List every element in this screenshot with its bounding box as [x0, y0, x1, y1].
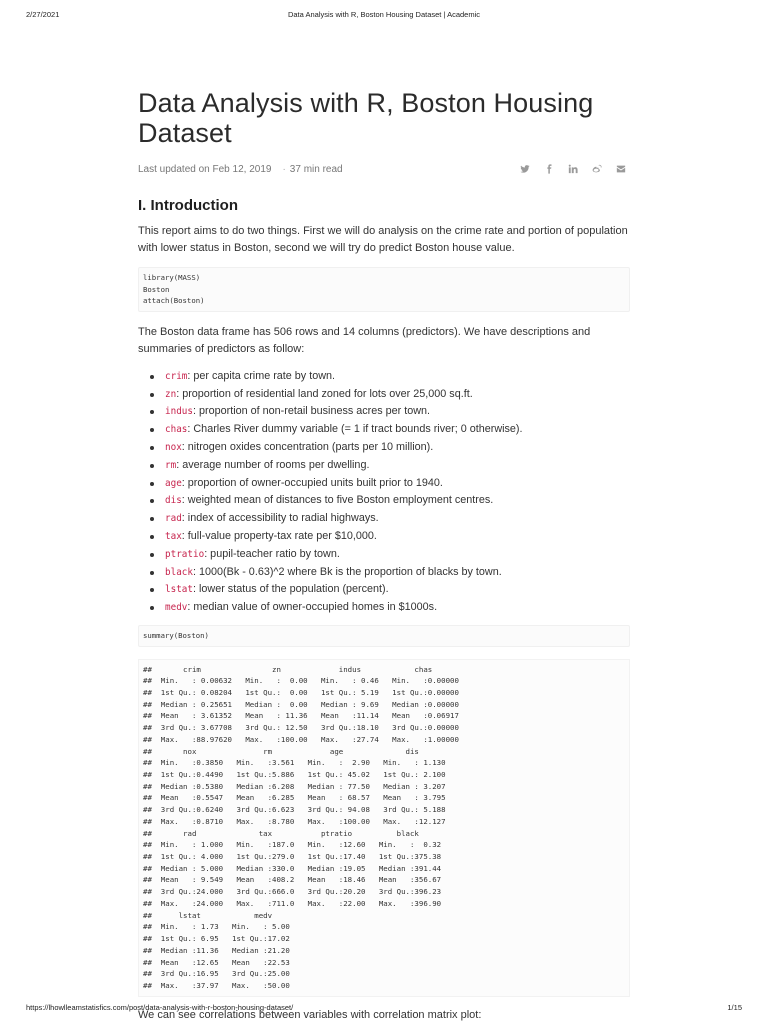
read-time: 37 min read [289, 164, 343, 175]
section-heading-introduction: I. Introduction [138, 197, 238, 214]
article-meta [138, 164, 630, 180]
list-item [150, 386, 630, 404]
print-url: https://lhowlleamstatisfics.com/post/data-analysis-with-r-boston-housing-dataset/ [26, 1003, 294, 1012]
print-header [26, 10, 742, 22]
predictor-desc: : proportion of residential land zoned for lots over 25,000 sq.ft. [176, 387, 473, 400]
predictor-code: zn [165, 388, 177, 400]
list-item [150, 528, 630, 546]
predictor-desc: : average number of rooms per dwelling. [176, 458, 370, 471]
print-page-title: Data Analysis with R, Boston Housing Dataset | Academic [287, 10, 481, 19]
predictor-code: lstat [165, 584, 193, 596]
predictor-code: crim [165, 370, 188, 382]
list-item [150, 564, 630, 582]
predictor-code: ptratio [165, 548, 205, 560]
linkedin-icon[interactable] [568, 164, 578, 174]
predictor-desc: : median value of owner-occupied homes in $1000s. [187, 601, 438, 614]
facebook-icon[interactable] [544, 164, 554, 174]
predictor-code: medv [165, 602, 188, 614]
list-item [150, 492, 630, 510]
meta-separator: · [282, 164, 286, 175]
list-item [150, 403, 630, 421]
predictor-code: rad [165, 513, 182, 525]
predictor-code: rm [165, 459, 177, 471]
list-item [150, 421, 630, 439]
predictor-list [138, 368, 630, 617]
print-footer [26, 1003, 742, 1015]
predictor-code: nox [165, 441, 182, 453]
predictor-desc: : weighted mean of distances to five Boston employment centres. [181, 494, 494, 507]
correlation-intro: We can see correlations between variables with correlation matrix plot: [138, 1008, 482, 1021]
list-item [150, 599, 630, 617]
summary-output: ## crim zn indus chas ## Min. : 0.00632 Min. : 0.00 Min. : 0.46 Min. :0.00000 ## 1st Qu.: 0.08204 1st Qu.: 0.00 1st Qu.: 5.19 1st Qu.:0.00000 ## Median : 0.25651 Median : 0.00 Median : 9.69 Median :0.00000 ## Mean : 3.61352 Mean : 11.36 Mean :11.14 Mean :0.06917 ## 3rd Qu.: 3.67708 3rd Qu.: 12.50 3rd Qu.:18.10 3rd Qu.:0.00000 ## Max. :88.97620 Max. :100.00 Max. :27.74 Max. :1.00000 ## nox rm age dis ## Min. :0.3850 Min. :3.561 Min. : 2.90 Min. : 1.130 ## 1st Qu.:0.4490 1st Qu.:5.886 1st Qu.: 45.02 1st Qu.: 2.100 ## Median :0.5380 Median :6.208 Median : 77.50 Median : 3.207 ## Mean :0.5547 Mean :6.285 Mean : 68.57 Mean : 3.795 ## 3rd Qu.:0.6240 3rd Qu.:6.623 3rd Qu.: 94.08 3rd Qu.: 5.188 ## Max. :0.8710 Max. :8.780 Max. :100.00 Max. :12.127 ## rad tax ptratio black ## Min. : 1.000 Min. :187.0 Min. :12.60 Min. : 0.32 ## 1st Qu.: 4.000 1st Qu.:279.0 1st Qu.:17.40 1st Qu.:375.38 ## Median : 5.000 Median :330.0 Median :19.05 Median :391.44 ## Mean : 9.549 Mean :408.2 Mean :18.46 Mean :356.67 ## 3rd Qu.:24.000 3rd Qu.:666.0 3rd Qu.:20.20 3rd Qu.:396.23 ## Max. :24.000 Max. :711.0 Max. :22.00 Max. :396.90 ## lstat medv ## Min. : 1.73 Min. : 5.00 ## 1st Qu.: 6.95 1st Qu.:17.02 ## Median :11.36 Median :21.20 ## Mean :12.65 Mean :22.53 ## 3rd Qu.:16.95 3rd Qu.:25.00 ## Max. :37.97 Max. :50.00 [138, 659, 630, 997]
list-item [150, 581, 630, 599]
intro-paragraph: This report aims to do two things. First we will do analysis on the crime rate and portion of population with lower status in Boston, second we will try do predict Boston house value. [138, 225, 628, 254]
code-block-summary-call: summary(Boston) [138, 625, 630, 647]
predictor-code: dis [165, 495, 182, 507]
predictor-code: chas [165, 424, 188, 436]
last-updated: Last updated on Feb 12, 2019 [138, 164, 272, 175]
predictor-desc: : pupil-teacher ratio by town. [204, 547, 340, 560]
predictor-desc: : per capita crime rate by town. [187, 369, 336, 382]
list-item [150, 546, 630, 564]
article [138, 88, 630, 1024]
predictor-code: black [165, 566, 193, 578]
predictor-code: tax [165, 530, 182, 542]
predictor-code: age [165, 477, 182, 489]
list-item [150, 368, 630, 386]
predictor-desc: : Charles River dummy variable (= 1 if tract bounds river; 0 otherwise). [187, 423, 523, 436]
list-item [150, 475, 630, 493]
dataframe-description: The Boston data frame has 506 rows and 14 columns (predictors). We have descriptions and summaries of predictors as follow: [138, 325, 591, 355]
email-icon[interactable] [616, 164, 626, 174]
predictor-desc: : proportion of owner-occupied units built prior to 1940. [181, 476, 443, 489]
predictor-code: indus [165, 406, 193, 418]
code-block-library: library(MASS) Boston attach(Boston) [138, 267, 630, 312]
print-date: 2/27/2021 [26, 10, 60, 19]
list-item [150, 510, 630, 528]
predictor-desc: : index of accessibility to radial highways. [181, 512, 379, 525]
list-item [150, 457, 630, 475]
predictor-desc: : full-value property-tax rate per $10,000. [181, 529, 377, 542]
weibo-icon[interactable] [592, 164, 602, 174]
list-item [150, 439, 630, 457]
share-bar [520, 164, 626, 174]
page-count: 1/15 [727, 1003, 742, 1012]
twitter-icon[interactable] [520, 164, 530, 174]
predictor-desc: : proportion of non-retail business acres per town. [193, 405, 431, 418]
predictor-desc: : nitrogen oxides concentration (parts per 10 million). [181, 440, 434, 453]
page-title: Data Analysis with R, Boston Housing Dataset [138, 88, 594, 148]
predictor-desc: : 1000(Bk - 0.63)^2 where Bk is the proportion of blacks by town. [193, 565, 502, 578]
predictor-desc: : lower status of the population (percent). [193, 583, 389, 596]
